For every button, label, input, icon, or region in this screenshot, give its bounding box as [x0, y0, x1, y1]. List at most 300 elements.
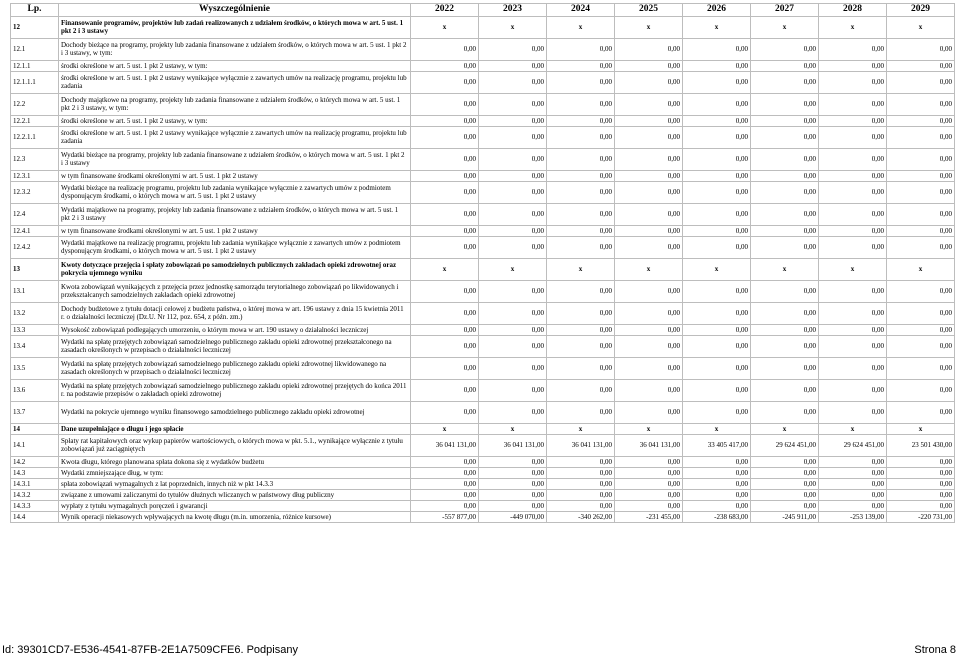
year-value-cell: 0,00: [887, 357, 955, 379]
row-number: 12.2.1.1: [11, 126, 59, 148]
year-value-cell: 0,00: [887, 148, 955, 170]
header-year: 2023: [479, 4, 547, 17]
year-value-cell: 0,00: [887, 280, 955, 302]
table-row: [11, 60, 955, 71]
row-number: 12: [11, 16, 59, 38]
year-value-cell: 0,00: [547, 38, 615, 60]
row-description: Dochody budżetowe z tytułu dotacji celowej z budżetu państwa, o której mowa w art. 196 ustawy z dnia 15 kwietnia 2011 r. o działalności leczniczej (Dz.U. Nr 112, poz. 654, z późn. zm.): [59, 302, 411, 324]
year-value-cell: 36 041 131,00: [411, 434, 479, 456]
header-year: 2024: [547, 4, 615, 17]
row-description: Wydatki zmniejszające dług, w tym:: [59, 467, 411, 478]
year-value-cell: x: [683, 16, 751, 38]
year-value-cell: 0,00: [547, 324, 615, 335]
year-value-cell: 0,00: [751, 379, 819, 401]
year-value-cell: 0,00: [683, 60, 751, 71]
year-value-cell: 0,00: [887, 335, 955, 357]
year-value-cell: 0,00: [411, 379, 479, 401]
year-value-cell: 0,00: [411, 302, 479, 324]
year-value-cell: 0,00: [819, 379, 887, 401]
table-row: [11, 324, 955, 335]
year-value-cell: -557 877,00: [411, 511, 479, 522]
year-value-cell: 0,00: [751, 324, 819, 335]
year-value-cell: 0,00: [683, 335, 751, 357]
year-value-cell: 0,00: [479, 489, 547, 500]
row-number: 12.4: [11, 203, 59, 225]
year-value-cell: 0,00: [411, 401, 479, 423]
year-value-cell: x: [751, 16, 819, 38]
year-value-cell: -340 262,00: [547, 511, 615, 522]
year-value-cell: 0,00: [547, 60, 615, 71]
table-row: [11, 478, 955, 489]
year-value-cell: 0,00: [615, 280, 683, 302]
year-value-cell: 0,00: [751, 60, 819, 71]
year-value-cell: 0,00: [683, 236, 751, 258]
year-value-cell: 0,00: [751, 500, 819, 511]
year-value-cell: 0,00: [819, 225, 887, 236]
year-value-cell: x: [751, 423, 819, 434]
table-row: [11, 71, 955, 93]
year-value-cell: 0,00: [547, 148, 615, 170]
year-value-cell: 0,00: [479, 203, 547, 225]
year-value-cell: 0,00: [751, 302, 819, 324]
year-value-cell: 0,00: [547, 115, 615, 126]
wpf-data-table: [10, 3, 955, 523]
year-value-cell: 0,00: [887, 489, 955, 500]
year-value-cell: 0,00: [547, 126, 615, 148]
year-value-cell: 0,00: [479, 401, 547, 423]
year-value-cell: 0,00: [751, 335, 819, 357]
year-value-cell: 0,00: [819, 302, 887, 324]
year-value-cell: 0,00: [819, 38, 887, 60]
year-value-cell: 0,00: [751, 71, 819, 93]
year-value-cell: 0,00: [683, 379, 751, 401]
year-value-cell: 0,00: [887, 236, 955, 258]
year-value-cell: 0,00: [479, 280, 547, 302]
table-row: [11, 280, 955, 302]
year-value-cell: 0,00: [819, 93, 887, 115]
year-value-cell: 0,00: [819, 115, 887, 126]
year-value-cell: 0,00: [887, 60, 955, 71]
table-row: [11, 456, 955, 467]
year-value-cell: 0,00: [683, 456, 751, 467]
year-value-cell: 0,00: [887, 379, 955, 401]
year-value-cell: -449 070,00: [479, 511, 547, 522]
table-row: [11, 38, 955, 60]
year-value-cell: 36 041 131,00: [547, 434, 615, 456]
year-value-cell: 0,00: [615, 71, 683, 93]
row-description: Wydatki majątkowe na realizację programu, projektu lub zadania wynikające wyłącznie z zawartych umów z podmiotem dysponującym środkami, o których mowa w art. 5 ust. 1 pkt 2 ustawy: [59, 236, 411, 258]
year-value-cell: 0,00: [479, 478, 547, 489]
year-value-cell: 0,00: [479, 115, 547, 126]
year-value-cell: 0,00: [751, 280, 819, 302]
row-number: 13: [11, 258, 59, 280]
year-value-cell: 0,00: [479, 126, 547, 148]
year-value-cell: 0,00: [751, 357, 819, 379]
year-value-cell: 0,00: [819, 489, 887, 500]
row-description: Wydatki na pokrycie ujemnego wyniku finansowego samodzielnego publicznego zakładu opieki zdrowotnej: [59, 401, 411, 423]
year-value-cell: 0,00: [887, 181, 955, 203]
table-row: [11, 489, 955, 500]
row-description: środki określone w art. 5 ust. 1 pkt 2 ustawy, w tym:: [59, 115, 411, 126]
year-value-cell: 0,00: [819, 456, 887, 467]
year-value-cell: 0,00: [411, 115, 479, 126]
row-number: 13.5: [11, 357, 59, 379]
header-row: [11, 4, 955, 17]
year-value-cell: 0,00: [683, 324, 751, 335]
year-value-cell: 0,00: [819, 181, 887, 203]
year-value-cell: 0,00: [683, 38, 751, 60]
year-value-cell: 0,00: [615, 170, 683, 181]
year-value-cell: 0,00: [819, 280, 887, 302]
header-year: 2027: [751, 4, 819, 17]
year-value-cell: 0,00: [547, 236, 615, 258]
year-value-cell: 0,00: [479, 181, 547, 203]
year-value-cell: 0,00: [683, 126, 751, 148]
year-value-cell: 0,00: [887, 225, 955, 236]
year-value-cell: 0,00: [411, 225, 479, 236]
row-description: Dane uzupełniające o długu i jego spłacie: [59, 423, 411, 434]
year-value-cell: 0,00: [411, 500, 479, 511]
year-value-cell: 0,00: [887, 126, 955, 148]
year-value-cell: x: [615, 258, 683, 280]
year-value-cell: 0,00: [615, 500, 683, 511]
year-value-cell: x: [479, 423, 547, 434]
year-value-cell: 0,00: [411, 280, 479, 302]
year-value-cell: 0,00: [683, 280, 751, 302]
row-number: 12.4.2: [11, 236, 59, 258]
year-value-cell: 0,00: [615, 60, 683, 71]
table-body: [11, 16, 955, 522]
year-value-cell: 0,00: [411, 357, 479, 379]
row-description: Wydatki na spłatę przejętych zobowiązań samodzielnego publicznego zakładu opieki zdrowotnej przejętych do końca 2011 r. na podstawie przepisów o zakładach opieki zdrowotnej: [59, 379, 411, 401]
year-value-cell: 0,00: [819, 126, 887, 148]
year-value-cell: 0,00: [411, 148, 479, 170]
year-value-cell: 0,00: [683, 478, 751, 489]
row-number: 12.3: [11, 148, 59, 170]
row-number: 12.1: [11, 38, 59, 60]
year-value-cell: x: [615, 423, 683, 434]
year-value-cell: 0,00: [887, 302, 955, 324]
table-row: [11, 511, 955, 522]
header-year: 2029: [887, 4, 955, 17]
year-value-cell: 29 624 451,00: [751, 434, 819, 456]
year-value-cell: 0,00: [547, 280, 615, 302]
row-number: 14.2: [11, 456, 59, 467]
row-description: Spłaty rat kapitałowych oraz wykup papierów wartościowych, o których mowa w pkt. 5.1., wynikające wyłącznie z tytułu zobowiązań już zaciągniętych: [59, 434, 411, 456]
year-value-cell: x: [615, 16, 683, 38]
year-value-cell: 0,00: [547, 170, 615, 181]
year-value-cell: 0,00: [547, 357, 615, 379]
row-number: 13.3: [11, 324, 59, 335]
year-value-cell: 0,00: [547, 489, 615, 500]
year-value-cell: 0,00: [411, 170, 479, 181]
year-value-cell: 0,00: [479, 93, 547, 115]
row-description: wypłaty z tytułu wymagalnych poręczeń i gwarancji: [59, 500, 411, 511]
year-value-cell: 0,00: [479, 225, 547, 236]
year-value-cell: 0,00: [479, 302, 547, 324]
year-value-cell: 0,00: [683, 500, 751, 511]
year-value-cell: 0,00: [411, 335, 479, 357]
year-value-cell: 0,00: [547, 456, 615, 467]
year-value-cell: 29 624 451,00: [819, 434, 887, 456]
year-value-cell: x: [547, 258, 615, 280]
year-value-cell: x: [887, 423, 955, 434]
row-number: 12.3.1: [11, 170, 59, 181]
table-row: [11, 236, 955, 258]
year-value-cell: 0,00: [411, 467, 479, 478]
year-value-cell: x: [819, 16, 887, 38]
year-value-cell: 0,00: [411, 236, 479, 258]
year-value-cell: 0,00: [411, 456, 479, 467]
year-value-cell: x: [411, 423, 479, 434]
row-description: w tym finansowane środkami określonymi w art. 5 ust. 1 pkt 2 ustawy: [59, 170, 411, 181]
row-number: 12.4.1: [11, 225, 59, 236]
year-value-cell: x: [887, 258, 955, 280]
year-value-cell: 0,00: [751, 467, 819, 478]
year-value-cell: 0,00: [751, 456, 819, 467]
year-value-cell: 0,00: [479, 500, 547, 511]
table-row: [11, 258, 955, 280]
year-value-cell: 0,00: [411, 478, 479, 489]
year-value-cell: 0,00: [411, 71, 479, 93]
year-value-cell: 0,00: [751, 236, 819, 258]
year-value-cell: 0,00: [887, 71, 955, 93]
row-number: 12.2: [11, 93, 59, 115]
year-value-cell: -231 455,00: [615, 511, 683, 522]
year-value-cell: 0,00: [751, 203, 819, 225]
year-value-cell: 0,00: [615, 379, 683, 401]
year-value-cell: 0,00: [547, 181, 615, 203]
year-value-cell: x: [819, 423, 887, 434]
year-value-cell: 0,00: [887, 401, 955, 423]
year-value-cell: 0,00: [479, 357, 547, 379]
table-row: [11, 93, 955, 115]
year-value-cell: 0,00: [615, 148, 683, 170]
year-value-cell: 0,00: [751, 126, 819, 148]
year-value-cell: 0,00: [479, 379, 547, 401]
year-value-cell: 0,00: [479, 148, 547, 170]
year-value-cell: 0,00: [615, 93, 683, 115]
row-number: 12.1.1: [11, 60, 59, 71]
year-value-cell: 0,00: [887, 467, 955, 478]
year-value-cell: 0,00: [751, 115, 819, 126]
year-value-cell: 0,00: [547, 302, 615, 324]
year-value-cell: 0,00: [683, 467, 751, 478]
year-value-cell: 0,00: [683, 357, 751, 379]
year-value-cell: 0,00: [615, 181, 683, 203]
year-value-cell: x: [411, 258, 479, 280]
row-description: Wydatki bieżące na programy, projekty lub zadania finansowane z udziałem środków, o których mowa w art. 5 ust. 1 pkt 2 i 3 ustawy: [59, 148, 411, 170]
year-value-cell: 0,00: [751, 93, 819, 115]
year-value-cell: 0,00: [819, 335, 887, 357]
year-value-cell: x: [683, 258, 751, 280]
year-value-cell: 0,00: [547, 500, 615, 511]
year-value-cell: 0,00: [411, 38, 479, 60]
row-number: 12.2.1: [11, 115, 59, 126]
table-row: [11, 500, 955, 511]
year-value-cell: -238 683,00: [683, 511, 751, 522]
year-value-cell: 0,00: [615, 456, 683, 467]
year-value-cell: 0,00: [479, 324, 547, 335]
year-value-cell: 0,00: [411, 489, 479, 500]
year-value-cell: x: [547, 423, 615, 434]
year-value-cell: 0,00: [751, 148, 819, 170]
row-number: 14.3.2: [11, 489, 59, 500]
row-description: Kwoty dotyczące przejęcia i spłaty zobowiązań po samodzielnych publicznych zakładach opieki zdrowotnej oraz pokrycia ujemnego wyniku: [59, 258, 411, 280]
year-value-cell: x: [547, 16, 615, 38]
year-value-cell: -253 139,00: [819, 511, 887, 522]
year-value-cell: 0,00: [683, 203, 751, 225]
row-description: Dochody bieżące na programy, projekty lub zadania finansowane z udziałem środków, o których mowa w art. 5 ust. 1 pkt 2 i 3 ustawy, w tym:: [59, 38, 411, 60]
year-value-cell: 0,00: [411, 203, 479, 225]
header-lp: Lp.: [11, 4, 59, 17]
year-value-cell: 0,00: [683, 115, 751, 126]
table-row: [11, 16, 955, 38]
year-value-cell: 0,00: [615, 401, 683, 423]
table-row: [11, 170, 955, 181]
row-description: Wydatki na spłatę przejętych zobowiązań samodzielnego publicznego zakładu opieki zdrowotnej przekształconego na zasadach określonych w przepisach o działalności leczniczej: [59, 335, 411, 357]
year-value-cell: 0,00: [547, 467, 615, 478]
year-value-cell: 0,00: [751, 478, 819, 489]
year-value-cell: 36 041 131,00: [479, 434, 547, 456]
year-value-cell: 0,00: [819, 357, 887, 379]
year-value-cell: 23 501 430,00: [887, 434, 955, 456]
table-row: [11, 379, 955, 401]
year-value-cell: x: [751, 258, 819, 280]
year-value-cell: 0,00: [887, 170, 955, 181]
table-row: [11, 423, 955, 434]
year-value-cell: 0,00: [479, 335, 547, 357]
year-value-cell: x: [683, 423, 751, 434]
year-value-cell: 0,00: [887, 93, 955, 115]
year-value-cell: 0,00: [615, 203, 683, 225]
year-value-cell: 33 405 417,00: [683, 434, 751, 456]
row-number: 13.2: [11, 302, 59, 324]
row-description: Dochody majątkowe na programy, projekty lub zadania finansowane z udziałem środków, o których mowa w art. 5 ust. 1 pkt 2 i 3 ustawy, w tym:: [59, 93, 411, 115]
row-description: spłata zobowiązań wymagalnych z lat poprzednich, innych niż w pkt 14.3.3: [59, 478, 411, 489]
year-value-cell: 0,00: [887, 203, 955, 225]
year-value-cell: 0,00: [547, 225, 615, 236]
row-number: 13.7: [11, 401, 59, 423]
year-value-cell: 0,00: [547, 71, 615, 93]
year-value-cell: 0,00: [887, 324, 955, 335]
year-value-cell: 0,00: [751, 489, 819, 500]
year-value-cell: 0,00: [683, 170, 751, 181]
table-row: [11, 225, 955, 236]
row-description: Wydatki majątkowe na programy, projekty lub zadania finansowane z udziałem środków, o których mowa w art. 5 ust. 1 pkt 2 i 3 ustawy: [59, 203, 411, 225]
row-description: środki określone w art. 5 ust. 1 pkt 2 ustawy, w tym:: [59, 60, 411, 71]
header-year: 2026: [683, 4, 751, 17]
table-row: [11, 148, 955, 170]
row-number: 14.4: [11, 511, 59, 522]
year-value-cell: x: [887, 16, 955, 38]
year-value-cell: 0,00: [887, 456, 955, 467]
row-description: Wysokość zobowiązań podlegających umorzeniu, o którym mowa w art. 190 ustawy o działalności leczniczej: [59, 324, 411, 335]
year-value-cell: -245 911,00: [751, 511, 819, 522]
row-number: 13.6: [11, 379, 59, 401]
row-description: Wynik operacji niekasowych wpływających na kwotę długu (m.in. umorzenia, różnice kursowe): [59, 511, 411, 522]
row-description: Finansowanie programów, projektów lub zadań realizowanych z udziałem środków, o których mowa w art. 5 ust. 1 pkt 2 i 3 ustawy: [59, 16, 411, 38]
row-description: Kwota zobowiązań wynikających z przejęcia przez jednostkę samorządu terytorialnego zobowiązań po likwidowanych i przekształcanych samodzielnych zakładach opieki zdrowotnej: [59, 280, 411, 302]
year-value-cell: 0,00: [411, 324, 479, 335]
year-value-cell: 0,00: [615, 478, 683, 489]
document-id: Id: 39301CD7-E536-4541-87FB-2E1A7509CFE6. Podpisany: [2, 644, 298, 656]
year-value-cell: 0,00: [683, 401, 751, 423]
table-row: [11, 357, 955, 379]
row-number: 12.1.1.1: [11, 71, 59, 93]
row-number: 14.3.3: [11, 500, 59, 511]
year-value-cell: 0,00: [615, 115, 683, 126]
year-value-cell: 0,00: [819, 500, 887, 511]
year-value-cell: 0,00: [751, 170, 819, 181]
year-value-cell: 0,00: [411, 93, 479, 115]
year-value-cell: 0,00: [479, 38, 547, 60]
header-year: 2028: [819, 4, 887, 17]
year-value-cell: 0,00: [411, 181, 479, 203]
year-value-cell: 0,00: [819, 71, 887, 93]
year-value-cell: -220 731,00: [887, 511, 955, 522]
year-value-cell: x: [479, 258, 547, 280]
year-value-cell: 0,00: [887, 478, 955, 489]
year-value-cell: 0,00: [615, 335, 683, 357]
table-row: [11, 181, 955, 203]
year-value-cell: 0,00: [887, 38, 955, 60]
year-value-cell: 0,00: [547, 401, 615, 423]
year-value-cell: 0,00: [547, 93, 615, 115]
year-value-cell: 0,00: [683, 181, 751, 203]
year-value-cell: 0,00: [683, 148, 751, 170]
year-value-cell: 0,00: [479, 467, 547, 478]
year-value-cell: 0,00: [887, 115, 955, 126]
year-value-cell: 0,00: [819, 401, 887, 423]
year-value-cell: 0,00: [615, 225, 683, 236]
table-row: [11, 401, 955, 423]
year-value-cell: 0,00: [751, 225, 819, 236]
page-number: Strona 8: [914, 644, 956, 656]
row-number: 14.1: [11, 434, 59, 456]
year-value-cell: 0,00: [547, 379, 615, 401]
row-number: 13.1: [11, 280, 59, 302]
row-description: Wydatki na spłatę przejętych zobowiązań samodzielnego publicznego zakładu opieki zdrowotnej likwidowanego na zasadach określonych w przepisach o działalności leczniczej: [59, 357, 411, 379]
year-value-cell: x: [819, 258, 887, 280]
row-description: w tym finansowane środkami określonymi w art. 5 ust. 1 pkt 2 ustawy: [59, 225, 411, 236]
year-value-cell: x: [479, 16, 547, 38]
year-value-cell: 0,00: [683, 71, 751, 93]
row-number: 13.4: [11, 335, 59, 357]
year-value-cell: 0,00: [547, 203, 615, 225]
year-value-cell: 0,00: [615, 302, 683, 324]
year-value-cell: 0,00: [819, 324, 887, 335]
year-value-cell: 0,00: [615, 126, 683, 148]
year-value-cell: 0,00: [683, 489, 751, 500]
row-description: związane z umowami zaliczanymi do tytułów dłużnych wliczanych w państwowy dług publiczny: [59, 489, 411, 500]
year-value-cell: 0,00: [683, 93, 751, 115]
row-description: Wydatki bieżące na realizację programu, projektu lub zadania wynikające wyłącznie z zawartych umów z podmiotem dysponującym środkami, o których mowa w art. 5 ust. 1 pkt 2 ustawy: [59, 181, 411, 203]
year-value-cell: 0,00: [751, 401, 819, 423]
row-description: Kwota długu, którego planowana spłata dokona się z wydatków budżetu: [59, 456, 411, 467]
table-row: [11, 434, 955, 456]
row-description: środki określone w art. 5 ust. 1 pkt 2 ustawy wynikające wyłącznie z zawartych umów na realizację programu, projektu lub zadania: [59, 71, 411, 93]
year-value-cell: 0,00: [479, 456, 547, 467]
table-row: [11, 302, 955, 324]
row-number: 14.3: [11, 467, 59, 478]
row-number: 14: [11, 423, 59, 434]
year-value-cell: 0,00: [479, 170, 547, 181]
year-value-cell: 0,00: [887, 500, 955, 511]
row-description: środki określone w art. 5 ust. 1 pkt 2 ustawy wynikające wyłącznie z zawartych umów na realizację programu, projektu lub zadania: [59, 126, 411, 148]
year-value-cell: 0,00: [615, 324, 683, 335]
table-row: [11, 335, 955, 357]
